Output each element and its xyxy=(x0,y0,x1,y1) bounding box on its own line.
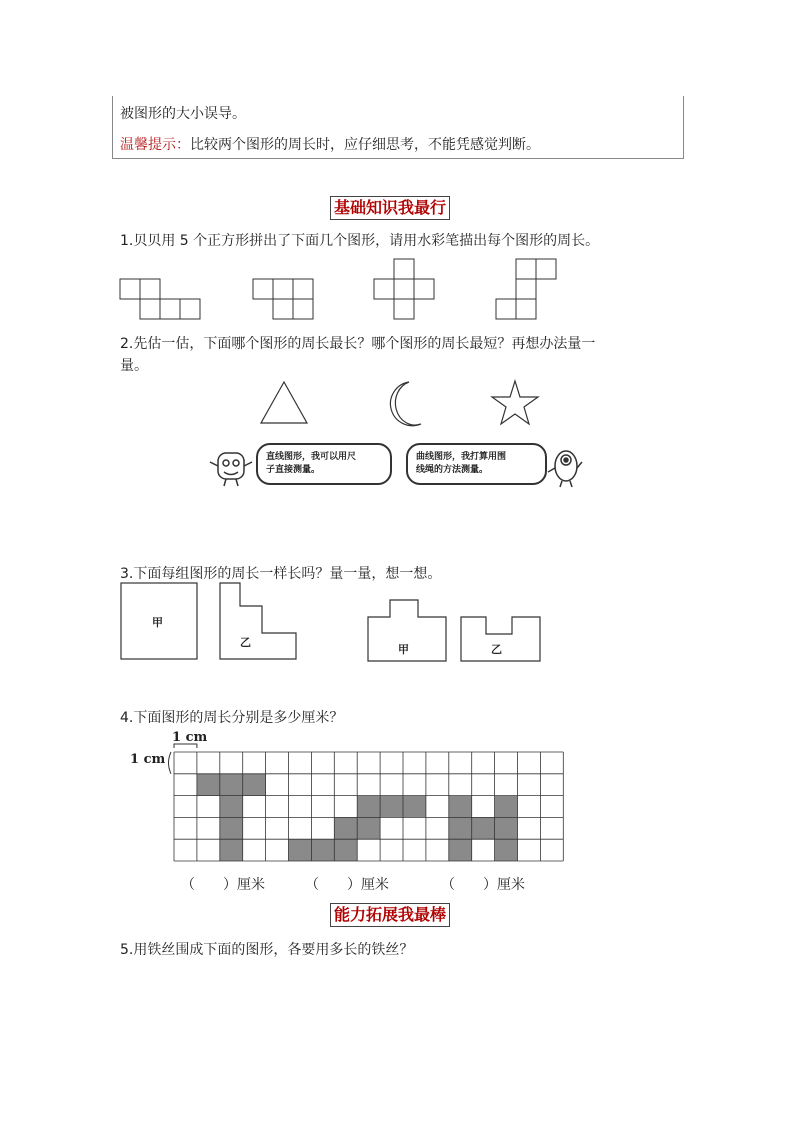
shaded-cell xyxy=(197,774,220,796)
bubble-right-line1: 曲线图形，我打算用围 xyxy=(416,452,507,462)
shaded-cell xyxy=(311,839,334,861)
label-yi-1: 乙 xyxy=(240,636,251,649)
answer-1: （ ）厘米 xyxy=(181,877,265,893)
shaded-cell xyxy=(243,774,266,796)
shaded-cell xyxy=(220,796,243,818)
question-1: 1.贝贝用 5 个正方形拼出了下面几个图形，请用水彩笔描出每个图形的周长。 xyxy=(120,233,600,249)
shaded-cell xyxy=(449,796,472,818)
question-4: 4.下面图形的周长分别是多少厘米？ xyxy=(120,710,344,726)
answer-2: （ ）厘米 xyxy=(305,877,389,893)
shaded-cell xyxy=(334,839,357,861)
question-2-line1: 2.先估一估，下面哪个图形的周长最长？哪个图形的周长最短？再想办法量一 xyxy=(120,336,596,352)
shaded-cell xyxy=(495,839,518,861)
question-5: 5.用铁丝围成下面的图形，各要用多长的铁丝？ xyxy=(120,942,414,958)
scale-top-label: 1 cm xyxy=(172,730,208,745)
bubble-right-line2: 线绳的方法测量。 xyxy=(416,465,489,475)
shaded-cell xyxy=(220,839,243,861)
bubble-left-line2: 子直接测量。 xyxy=(266,465,321,475)
shaded-cell xyxy=(449,817,472,839)
question-3: 3.下面每组图形的周长一样长吗？量一量，想一想。 xyxy=(120,566,442,582)
label-jia-2: 甲 xyxy=(398,643,409,656)
shaded-cell xyxy=(495,817,518,839)
tip-label: 温馨提示： xyxy=(120,137,190,153)
shaded-cell xyxy=(357,796,380,818)
shaded-cell xyxy=(449,839,472,861)
question-2-line2: 量。 xyxy=(120,358,148,374)
answer-3: （ ）厘米 xyxy=(441,877,525,893)
shaded-cell xyxy=(495,796,518,818)
shaded-cell xyxy=(472,817,495,839)
shaded-cell xyxy=(334,817,357,839)
bubble-left-line1: 直线图形，我可以用尺 xyxy=(266,452,357,462)
scale-left-label: 1 cm xyxy=(130,752,166,767)
label-jia-1: 甲 xyxy=(152,616,163,629)
shaded-cell xyxy=(220,817,243,839)
shaded-cell xyxy=(220,774,243,796)
tip-body: 比较两个图形的周长时，应仔细思考，不能凭感觉判断。 xyxy=(190,137,540,153)
shaded-cell xyxy=(289,839,312,861)
shaded-cell xyxy=(380,796,403,818)
label-yi-2: 乙 xyxy=(491,643,502,656)
shaded-cell xyxy=(403,796,426,818)
section-heading-advanced: 能力拓展我最棒 xyxy=(330,903,450,927)
section-heading-basic: 基础知识我最行 xyxy=(330,196,450,220)
shaded-cell xyxy=(357,817,380,839)
tip-line: 被图形的大小误导。 xyxy=(120,106,246,122)
